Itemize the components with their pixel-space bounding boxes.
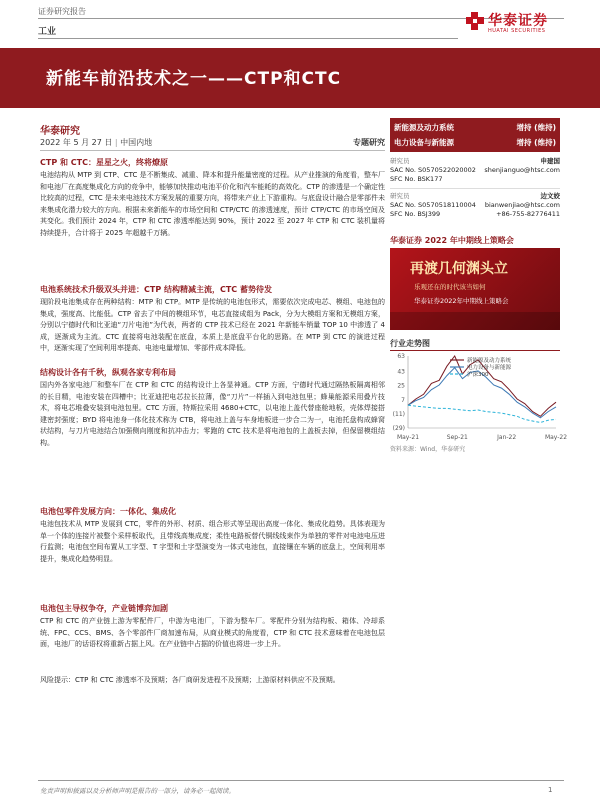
x-tick-label: Sep-21 [446,434,468,441]
x-tick-label: Jan-22 [497,434,517,441]
footer-divider [38,780,564,781]
analyst-1 [390,157,560,197]
report-type: 专题研究 [353,138,385,147]
conference-image-line2: 乐观还在的时代该当如何 [414,283,486,291]
section-heading: 电池包主导权争夺，产业链博弈加剧 [40,604,168,613]
legend-label: 沪深300 [467,372,489,378]
page-number: 1 [548,786,553,794]
rating-value: 增持 (维持) [516,138,556,147]
rating-row-1 [394,122,556,133]
section-heading: 结构设计各有千秋，纵观各家专利布局 [40,368,176,377]
trend-chart-title: 行业走势图 [390,339,430,348]
logo-text-cn: 华泰证券 [488,13,548,29]
conference-image-line1: 再渡几何渊头立 [410,261,508,277]
report-date: 2022 年 5 月 27 日 [40,138,113,147]
analyst-role: 研究员 [390,157,410,165]
rating-sector: 新能源及动力系统 [394,123,454,132]
y-tick-label: 7 [401,396,405,404]
analyst-sac: SAC No. S0570518110004 [390,201,476,209]
analyst-2 [390,192,560,232]
meta-divider [40,150,385,151]
logo-mark-icon [466,12,484,30]
section-4 [40,506,385,565]
rating-row-2 [394,137,556,148]
section-3 [40,367,385,449]
analyst-sac: SAC No. S0570522020002 [390,166,476,174]
section-heading: CTP 和 CTC：星星之火，终将燎原 [40,158,168,167]
logo-text-en: HUATAI SECURITIES [488,28,546,34]
y-tick-label: (11) [392,410,405,418]
section-body: 现阶段电池集成存在两种结构：MTP 和 CTP。MTP 是传统的电池包形式，需要依次完成电芯、模组、电池包的集成，强度高、比能低。CTP 省去了中间的模组环节，电芯直接成组为 Pack，分为大模组方案和无模组方案，分别以宁德时代和比亚迪“刀片电池”为代表，两者的 CTP 技术已经在 2021 年新能车销量 TOP 10 中渗透了 4 成，逐渐成为主流。CTC 直接将电池装配在底盘，本质上是底盘平台化的思路。在 MTP 到 CTC 的演进过程中，逐渐实现了空间利用率提高、电池电量增加、零部件成本降低。 [40,298,385,352]
legend-label: 电力设备与新能源 [467,365,512,371]
risk-body: 风险提示：CTP 和 CTC 渗透率不及预期；各厂商研发进程不及预期；上游原材料供应不及预期。 [40,676,340,684]
conference-title: 华泰证券 2022 年中期线上策略会 [390,236,514,245]
analyst-email[interactable]: bianwenjiao@htsc.com [484,201,560,209]
footer-disclaimer: 免责声明和披露以及分析师声明是报告的一部分，请务必一起阅读。 [40,787,235,795]
author-org: 华泰研究 [40,126,80,137]
section-5 [40,603,385,651]
section-heading: 电池系统技术升级双头并进：CTP 结构精减主流，CTC 蓄势待发 [40,285,272,294]
analyst-divider [390,188,560,189]
section-body: 国内外各家电池厂和整车厂在 CTP 和 CTC 的结构设计上各显神通。CTP 方面，宁德时代通过隔热板隔离相邻的长目精，电池安装在四槽中；比亚迪把电芯拉长拉薄，像“刀片”一样插入到电池包里；蜂巢能源采用叠片技术，将电芯堆叠安装到电池包里。CTC 方面，特斯拉采用 4680+CTC，以电池上盖代替座舱地板，壳体焊接搭建密封强度；BYD 将电池身一体化技术称为 CTB，将电池上盖与车身地板进一步合二为一，电池托盘构成蜂窝状结构，与刀片电池结合加强侧向刚度和抗冲击力；零跑的 CTC 技术是将电池包的上盖板去掉，但保留模组结构。 [40,381,385,447]
x-tick-label: May-22 [544,434,568,441]
analyst-role: 研究员 [390,192,410,200]
chart-source: 资料来源：Wind，华泰研究 [390,446,466,453]
rating-value: 增持 (维持) [516,123,556,132]
y-tick-label: (29) [392,425,405,432]
analyst-email[interactable]: shenjianguo@htsc.com [484,166,560,174]
industry-divider [38,38,458,39]
analyst-phone: +86-755-82776411 [496,210,560,218]
section-heading: 电池包零件发展方向：一体化、集成化 [40,507,176,516]
x-tick-label: May-21 [396,434,420,441]
report-region: 中国内地 [120,138,153,147]
conference-image-skyline [390,312,560,330]
conference-banner-image[interactable] [390,248,560,330]
rating-box [390,118,560,152]
section-body: 电池结构从 MTP 到 CTP、CTC 是不断集成、减重、降本和提升能量密度的过程。从产业推演的角度看，整车厂和电池厂在高度集成化方向的竞争中，能够加快推动电池平价化和汽车能耗的高效化。CTP 的渗透是一个确定性比较高的过程，CTC 是未来电池技术方案发展的重要方向，将带来产业上下游重构。与底盘设计融合是零部件未来集成化潜力较大的方向。根据未来新能车的市场空间和 CTP/CTC 的渗透速度，预计 CTP/CTC 的市场空间及其变化。我们预计 2024 年，CTP 和 CTC 渗透率能达到 90%，预计 2022 至 2027 年 CTP 和 CTC 装机量将持续提升，合计将于 2025 年超越千万辆。 [40,171,385,237]
rating-sector: 电力设备与新能源 [394,138,454,147]
section-2 [40,284,385,355]
risk-warning [40,675,385,687]
analyst-sfc: SFC No. BSK177 [390,175,443,183]
section-body: CTP 和 CTC 的产业链上游为零配件厂，中游为电池厂，下游为整车厂。零配件分别为结构板、箱体、冷却系统、FPC、CCS、BMS、各个零部件厂商加速布局，从商业模式的角度看，CTP 和 CTC 技术意味着在电池包层面，电池厂的话语权将重新占据上风。在产业链中占据的价值也将进一步上升。 [40,617,385,648]
trend-chart [388,352,568,442]
y-tick-label: 43 [397,368,405,376]
report-meta: 2022 年 5 月 27 日 | 中国内地 专题研究 [40,138,385,147]
report-type-label: 证券研究报告 [38,7,86,16]
y-tick-label: 63 [397,353,405,360]
conference-image-line3: 华泰证券2022年中期线上策略会 [414,297,509,305]
trend-divider [390,350,560,351]
section-1 [40,157,385,239]
section-body: 电池包技术从 MTP 发展到 CTC，零件的外形、材质、组合形式等呈现出高度一体化、集成化趋势。具体表现为单一个体的连接片被整个采样板取代，且带线高集成度；柔性电路板替代铜线线束作为单独的零件对电池电压进行监测；电池包空间布置从工字型、T 字型和土字型演变为一体式电池包，直接镶在车辆的底盘上，空间利用率提升，集成化趋势明显。 [40,520,385,563]
analyst-sfc: SFC No. BSJ399 [390,210,441,218]
industry-label: 工业 [38,27,57,37]
y-tick-label: 25 [397,382,405,390]
brand-logo [466,10,576,34]
page-title: 新能车前沿技术之一——CTP和CTC [46,69,342,89]
legend-label: 新能源及动力系统 [467,358,512,364]
analyst-name: 申建国 [540,157,560,165]
analyst-name: 边文姣 [540,192,560,200]
